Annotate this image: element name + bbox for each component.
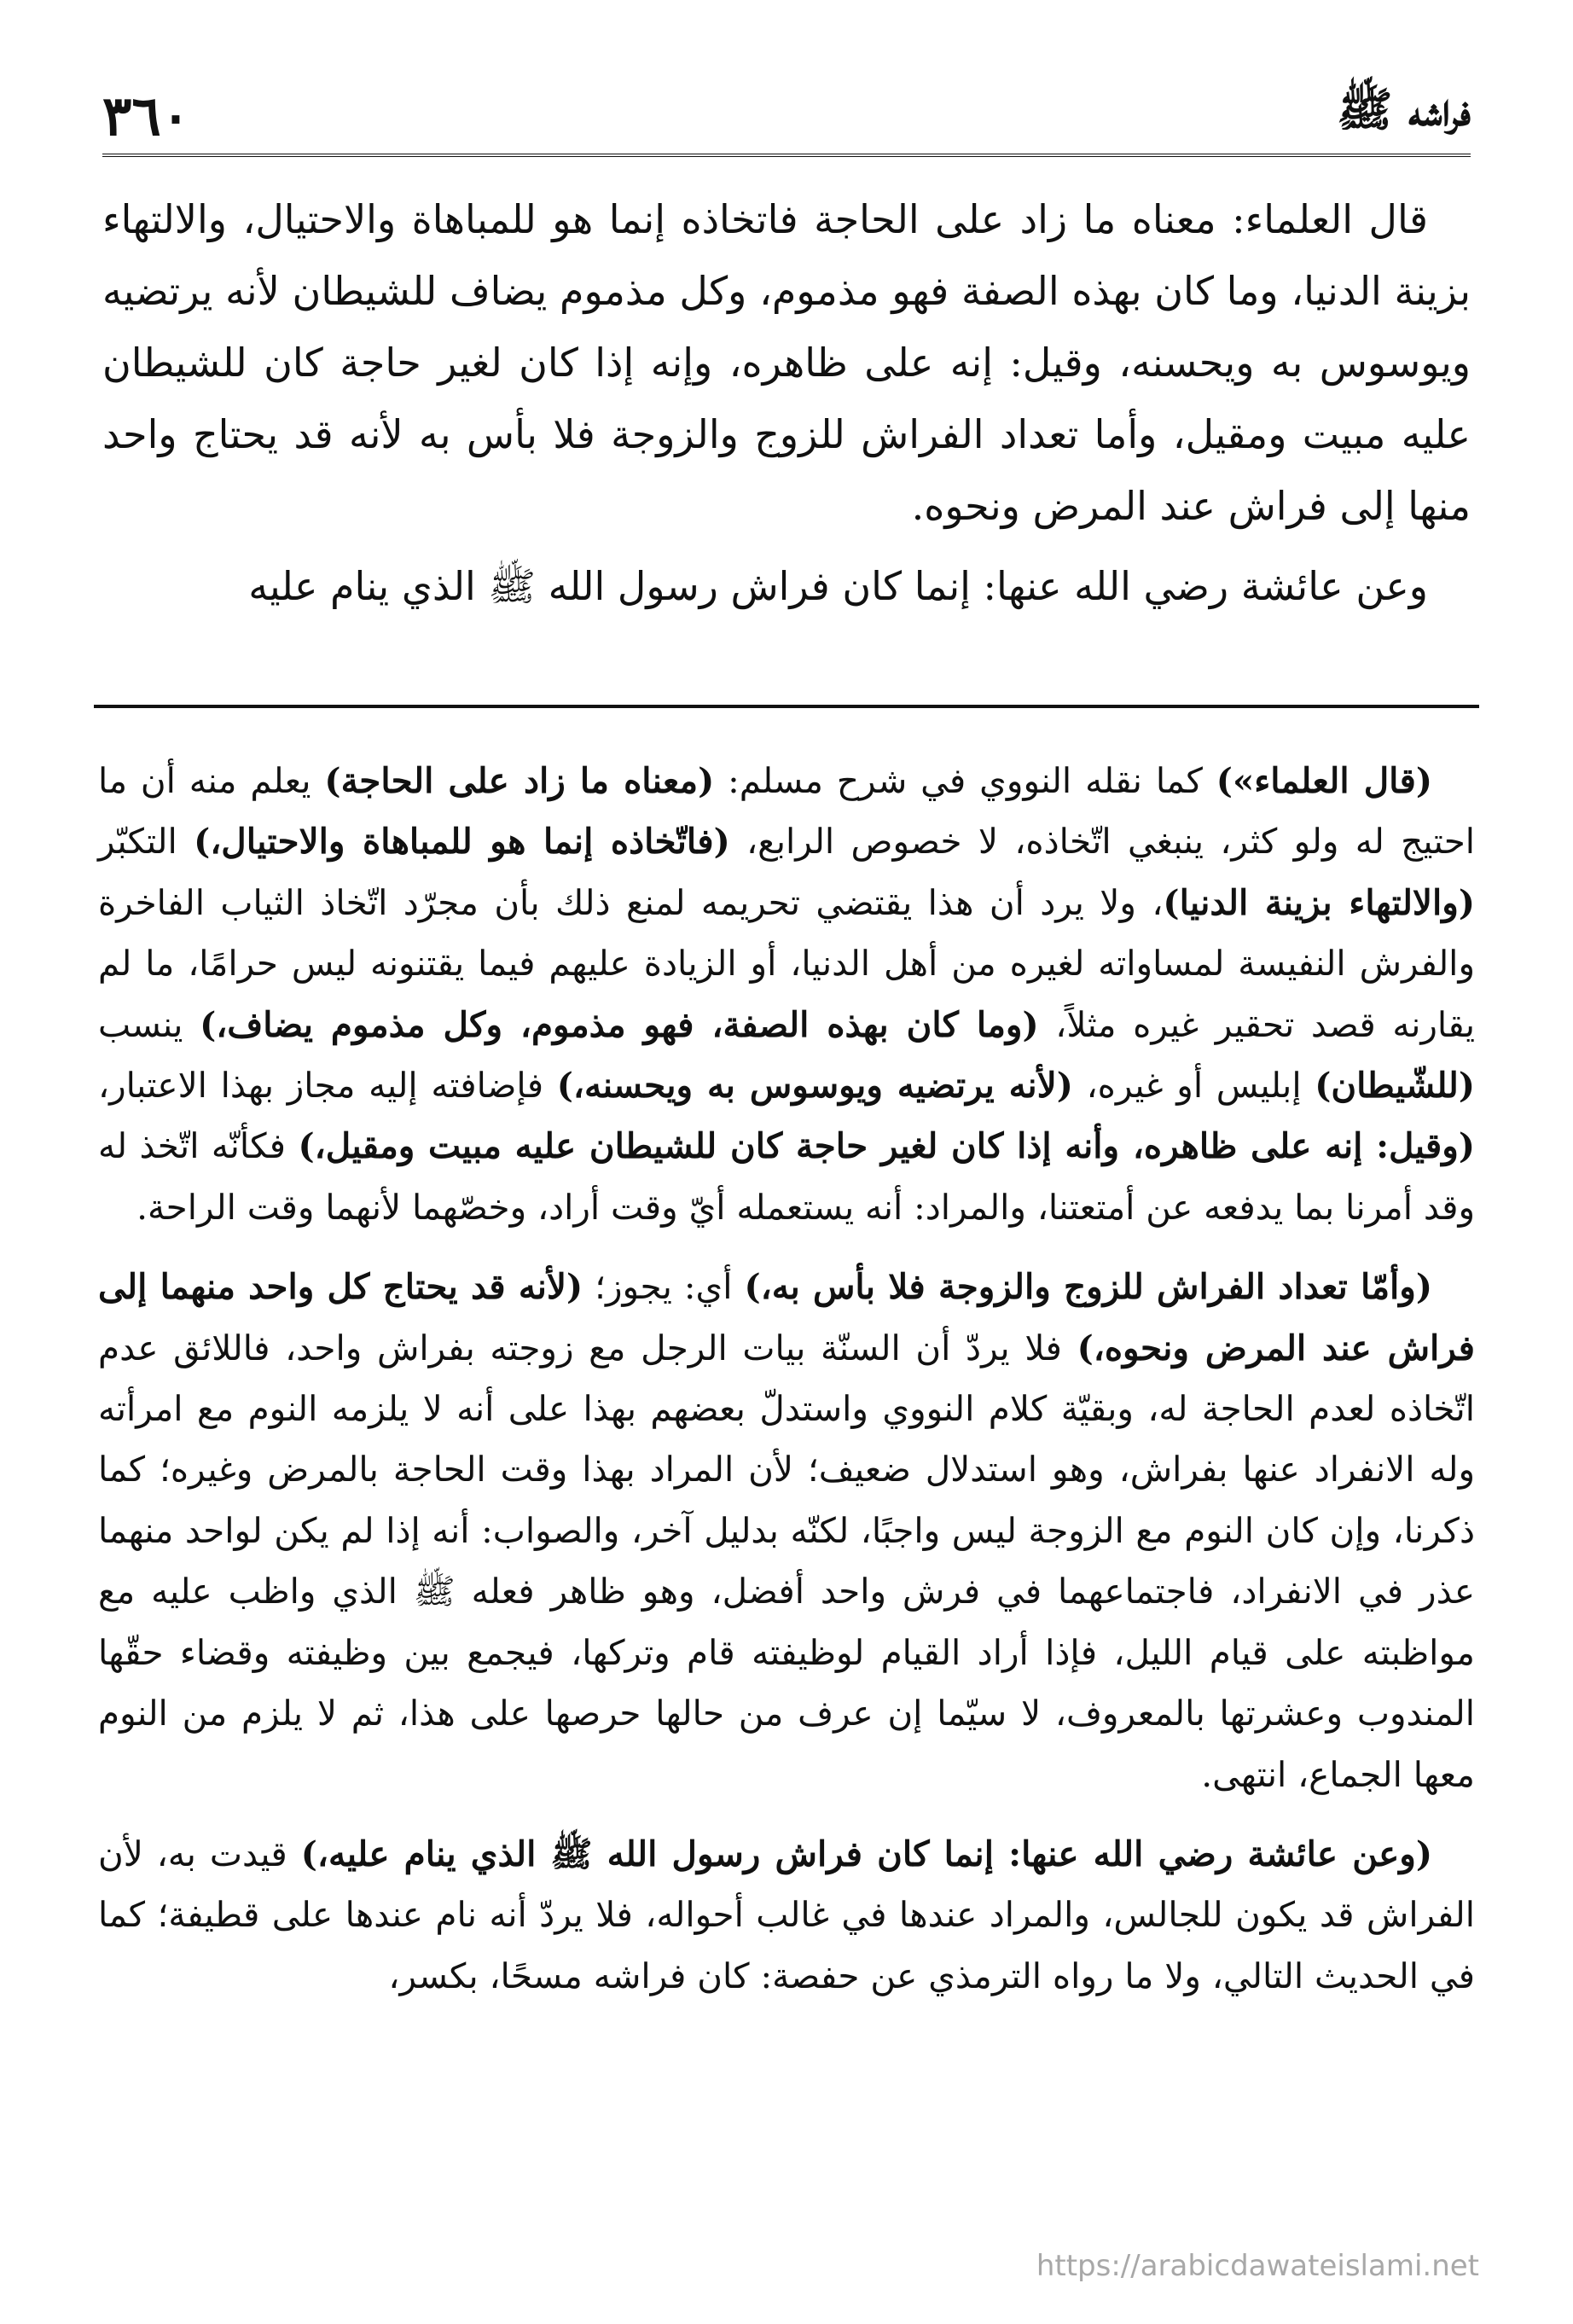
commentary-text: ، ولا يرد أن هذا يقتضي تحريمه لمنع ذلك بأن مجرّد اتّخاذ الثياب الفاخرة والفرش النفيسة لمساواته لغيره من أهل الدنيا، أو الزيادة عليهم فيما يقتنونه ليس حرامًا، ما لم يقارنه قصد تحقير غيره مثلاً، <box>98 881 1475 1045</box>
running-title: فراشه ﷺ <box>1337 82 1471 137</box>
commentary-text: أي: يجوز؛ <box>583 1266 745 1308</box>
commentary-text: يعلم منه أن ما احتيج له ولو كثر، ينبغي اتّخاذه، لا خصوص الرابع، <box>98 760 1475 863</box>
commentary-text: فكأنّه اتّخذ له وقد أمرنا بما يدفعه عن أمتعتنا، والمراد: أنه يستعمله أيّ وقت أراد، وخصّهما لأنهما وقت الراحة. <box>98 1125 1475 1228</box>
main-text-paragraph: قال العلماء: معناه ما زاد على الحاجة فاتخاذه إنما هو للمباهاة والاحتيال، والالتهاء بزينة الدنيا، وما كان بهذه الصفة فهو مذموم، وكل مذموم يضاف للشيطان لأنه يرتضيه ويوسوس به ويحسنه، وقيل: إنه على ظاهره، وإنه إذا كان لغير حاجة كان للشيطان عليه مبيت ومقيل، وأما تعداد الفراش للزوج والزوجة فلا بأس به لأنه قد يحتاج واحد منها إلى فراش عند المرض ونحوه. <box>102 196 1471 529</box>
quoted-main-text: (وما كان بهذه الصفة، فهو مذموم، وكل مذموم يضاف،) <box>200 1003 1039 1045</box>
commentary-text: كما نقله النووي في شرح مسلم: <box>714 760 1216 801</box>
commentary-text: فلا يردّ أن السنّة بيات الرجل مع زوجته بفراش واحد، فاللائق عدم اتّخاذه لعدم الحاجة له، وبقيّة كلام النووي واستدلّ بعضهم بهذا على أنه لا يلزمه النوم مع امرأته وله الانفراد عنها بفراش، وهو استدلال ضعيف؛ لأن المراد بهذا وقت الحاجة بالمرض وغيره؛ كما ذكرنا، وإن كان النوم مع الزوجة ليس واجبًا، لكنّه بدليل آخر، والصواب: أنه إذا لم يكن لواحد منهما عذر في الانفراد، فاجتماعهما في فرش واحد أفضل، وهو ظاهر فعله ﷺ الذي واظب عليه مع مواظبته على قيام الليل، فإذا أراد القيام لوظيفته قام وتركها، فيجمع بين وظيفته وقضاء حقّها المندوب وعشرتها بالمعروف، لا سيّما إن عرف من حالها حرصها على هذا، ثم لا يلزم من النوم معها الجماع، انتهى. <box>98 1327 1475 1795</box>
commentary-text: ينسب <box>98 1003 200 1045</box>
main-text-paragraph: وعن عائشة رضي الله عنها: إنما كان فراش رسول الله ﷺ الذي ينام عليه <box>248 563 1428 609</box>
commentary-paragraph <box>98 1257 1475 1805</box>
main-text <box>102 183 1471 630</box>
quoted-main-text: (والالتهاء بزينة الدنيا) <box>1163 881 1475 923</box>
commentary-text: فإضافته إليه مجاز بهذا الاعتبار، <box>98 1065 557 1107</box>
quoted-main-text: (لأنه قد يحتاج كل واحد منهما إلى فراش عند المرض ونحوه،) <box>98 1266 1475 1368</box>
commentary-text: التكبّر <box>98 821 194 863</box>
page-header <box>102 72 1471 148</box>
commentary-text: إبليس أو غيره، <box>1072 1065 1315 1107</box>
page-number: ٣٦٠ <box>102 84 191 148</box>
quoted-main-text: (قال العلماء») <box>1216 760 1432 801</box>
commentary-paragraph <box>98 751 1475 1238</box>
website-watermark: https://arabicdawateislami.net <box>1036 2249 1479 2283</box>
commentary <box>98 751 1475 2025</box>
text-separator-line <box>94 705 1479 708</box>
quoted-main-text: (فاتّخاذه إنما هو للمباهاة والاحتيال،) <box>194 821 730 863</box>
quoted-main-text: (وعن عائشة رضي الله عنها: إنما كان فراش رسول الله ﷺ الذي ينام عليه،) <box>300 1833 1432 1874</box>
quoted-main-text: (معناه ما زاد على الحاجة) <box>324 760 715 801</box>
quoted-main-text: (لأنه يرتضيه ويوسوس به ويحسنه،) <box>556 1065 1073 1107</box>
commentary-text: قيدت به، لأن الفراش قد يكون للجالس، والمراد عندها في غالب أحواله، فلا يردّ أنه نام عندها على قطيفة؛ كما في الحديث التالي، ولا ما رواه الترمذي عن حفصة: كان فراشه مسحًا، بكسر، <box>98 1833 1475 1996</box>
quoted-main-text: (وأمّا تعداد الفراش للزوج والزوجة فلا بأس به،) <box>744 1266 1433 1308</box>
header-rule <box>102 154 1471 157</box>
commentary-paragraph <box>98 1824 1475 2007</box>
quoted-main-text: (للشّيطان) <box>1315 1065 1475 1107</box>
quoted-main-text: (وقيل: إنه على ظاهره، وأنه إذا كان لغير حاجة كان للشيطان عليه مبيت ومقيل،) <box>298 1125 1475 1167</box>
